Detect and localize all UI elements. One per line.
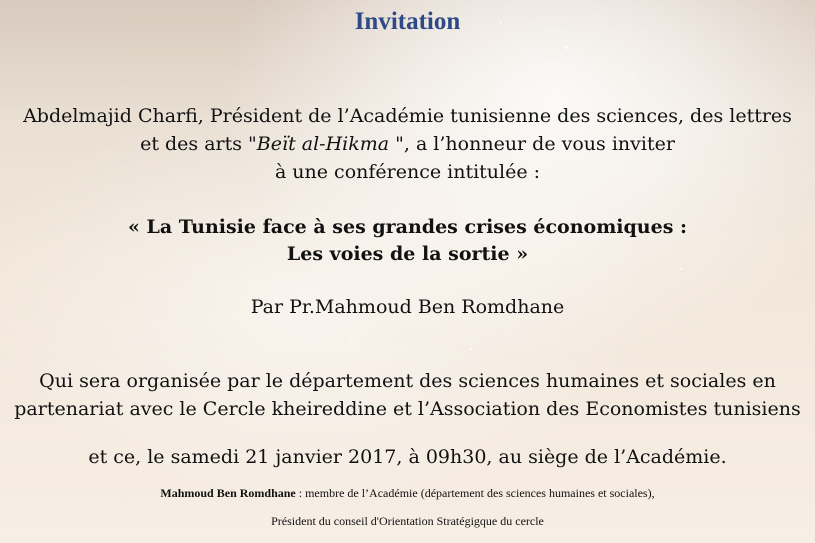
speaker-line: Par Pr.Mahmoud Ben Romdhane [250, 296, 565, 318]
conference-title-line-1: « La Tunisie face à ses grandes crises économiques : [127, 216, 688, 238]
background-sparkle [565, 46, 568, 49]
organization-line-2: partenariat avec le Cercle kheireddine et l’Association des Economistes tunisiens [14, 398, 801, 420]
background-sparkle [680, 268, 682, 270]
organization-line-1: Qui sera organisée par le département des sciences humaines et sociales en [39, 370, 776, 392]
intro-line-2-prefix: et des arts " [140, 133, 257, 155]
background-sparkle [350, 338, 352, 340]
intro-line-2-suffix: , a l’honneur de vous inviter [403, 133, 675, 155]
speaker-note-name: Mahmoud Ben Romdhane [160, 486, 296, 500]
invitation-title: Invitation [354, 8, 461, 35]
speaker-note-line-2: Président du conseil d'Orientation Stratégigque du cercle [271, 514, 544, 528]
intro-line-3: à une conférence intitulée : [274, 161, 541, 183]
conference-title-line-2: Les voies de la sortie » [286, 243, 529, 265]
intro-line-2 [0, 133, 815, 156]
speaker-note-line-1 [0, 486, 815, 500]
background-sparkle [632, 74, 634, 76]
date-line: et ce, le samedi 21 janvier 2017, à 09h30, au siège de l’Académie. [88, 446, 727, 468]
intro-line-2-italic: Beït al-Hikma " [256, 133, 404, 155]
speaker-note-text: : membre de l’Académie (département des sciences humaines et sociales), [295, 486, 655, 500]
background-sparkle [470, 348, 472, 350]
intro-line-1: Abdelmajid Charfi, Président de l’Académie tunisienne des sciences, des lettres [23, 105, 792, 127]
